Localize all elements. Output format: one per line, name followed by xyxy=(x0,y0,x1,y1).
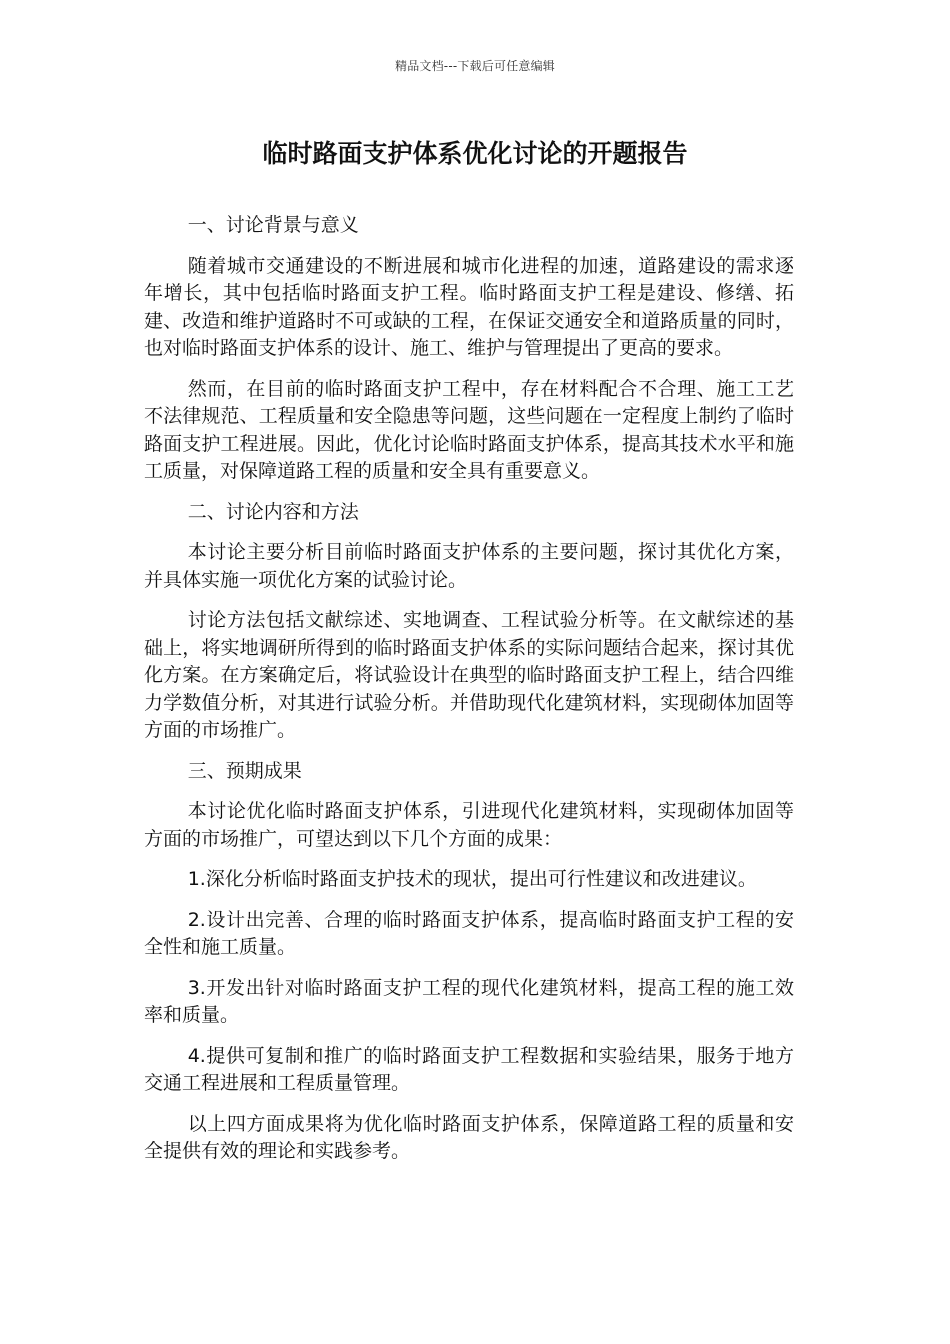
document-title: 临时路面支护体系优化讨论的开题报告 xyxy=(262,139,688,168)
list-item: 1.深化分析临时路面支护技术的现状，提出可行性建议和改进建议。 xyxy=(187,868,757,890)
list-item: 4.提供可复制和推广的临时路面支护工程数据和实验结果，服务于地方交通工程进展和工程质量管理。 xyxy=(144,1044,794,1094)
list-item: 2.设计出完善、合理的临时路面支护体系，提高临时路面支护工程的安全性和施工质量。 xyxy=(144,908,794,958)
paragraph: 以上四方面成果将为优化临时路面支护体系，保障道路工程的质量和安全提供有效的理论和实践参考。 xyxy=(144,1112,794,1162)
section-heading-background: 一、讨论背景与意义 xyxy=(187,214,359,236)
header-watermark: 精品文档---下载后可任意编辑 xyxy=(395,59,555,73)
document-body xyxy=(144,212,794,1179)
paragraph: 本讨论优化临时路面支护体系，引进现代化建筑材料，实现砌体加固等方面的市场推广，可望达到以下几个方面的成果： xyxy=(144,800,794,850)
paragraph: 然而，在目前的临时路面支护工程中，存在材料配合不合理、施工工艺不法律规范、工程质量和安全隐患等问题，这些问题在一定程度上制约了临时路面支护工程进展。因此，优化讨论临时路面支护体系，提高其技术水平和施工质量，对保障道路工程的质量和安全具有重要意义。 xyxy=(144,377,794,482)
paragraph: 本讨论主要分析目前临时路面支护体系的主要问题，探讨其优化方案，并具体实施一项优化方案的试验讨论。 xyxy=(144,541,794,591)
paragraph: 讨论方法包括文献综述、实地调查、工程试验分析等。在文献综述的基础上，将实地调研所得到的临时路面支护体系的实际问题结合起来，探讨其优化方案。在方案确定后，将试验设计在典型的临时路面支护工程上，结合四维力学数值分析，对其进行试验分析。并借助现代化建筑材料，实现砌体加固等方面的市场推广。 xyxy=(144,609,794,741)
section-heading-expected-results: 三、预期成果 xyxy=(187,759,302,782)
paragraph: 随着城市交通建设的不断进展和城市化进程的加速，道路建设的需求逐年增长，其中包括临时路面支护工程。临时路面支护工程是建设、修缮、拓建、改造和维护道路时不可或缺的工程，在保证交通安全和道路质量的同时，也对临时路面支护体系的设计、施工、维护与管理提出了更高的要求。 xyxy=(144,254,794,359)
list-item: 3.开发出针对临时路面支护工程的现代化建筑材料，提高工程的施工效率和质量。 xyxy=(144,976,794,1026)
section-heading-content-method: 二、讨论内容和方法 xyxy=(187,500,359,523)
